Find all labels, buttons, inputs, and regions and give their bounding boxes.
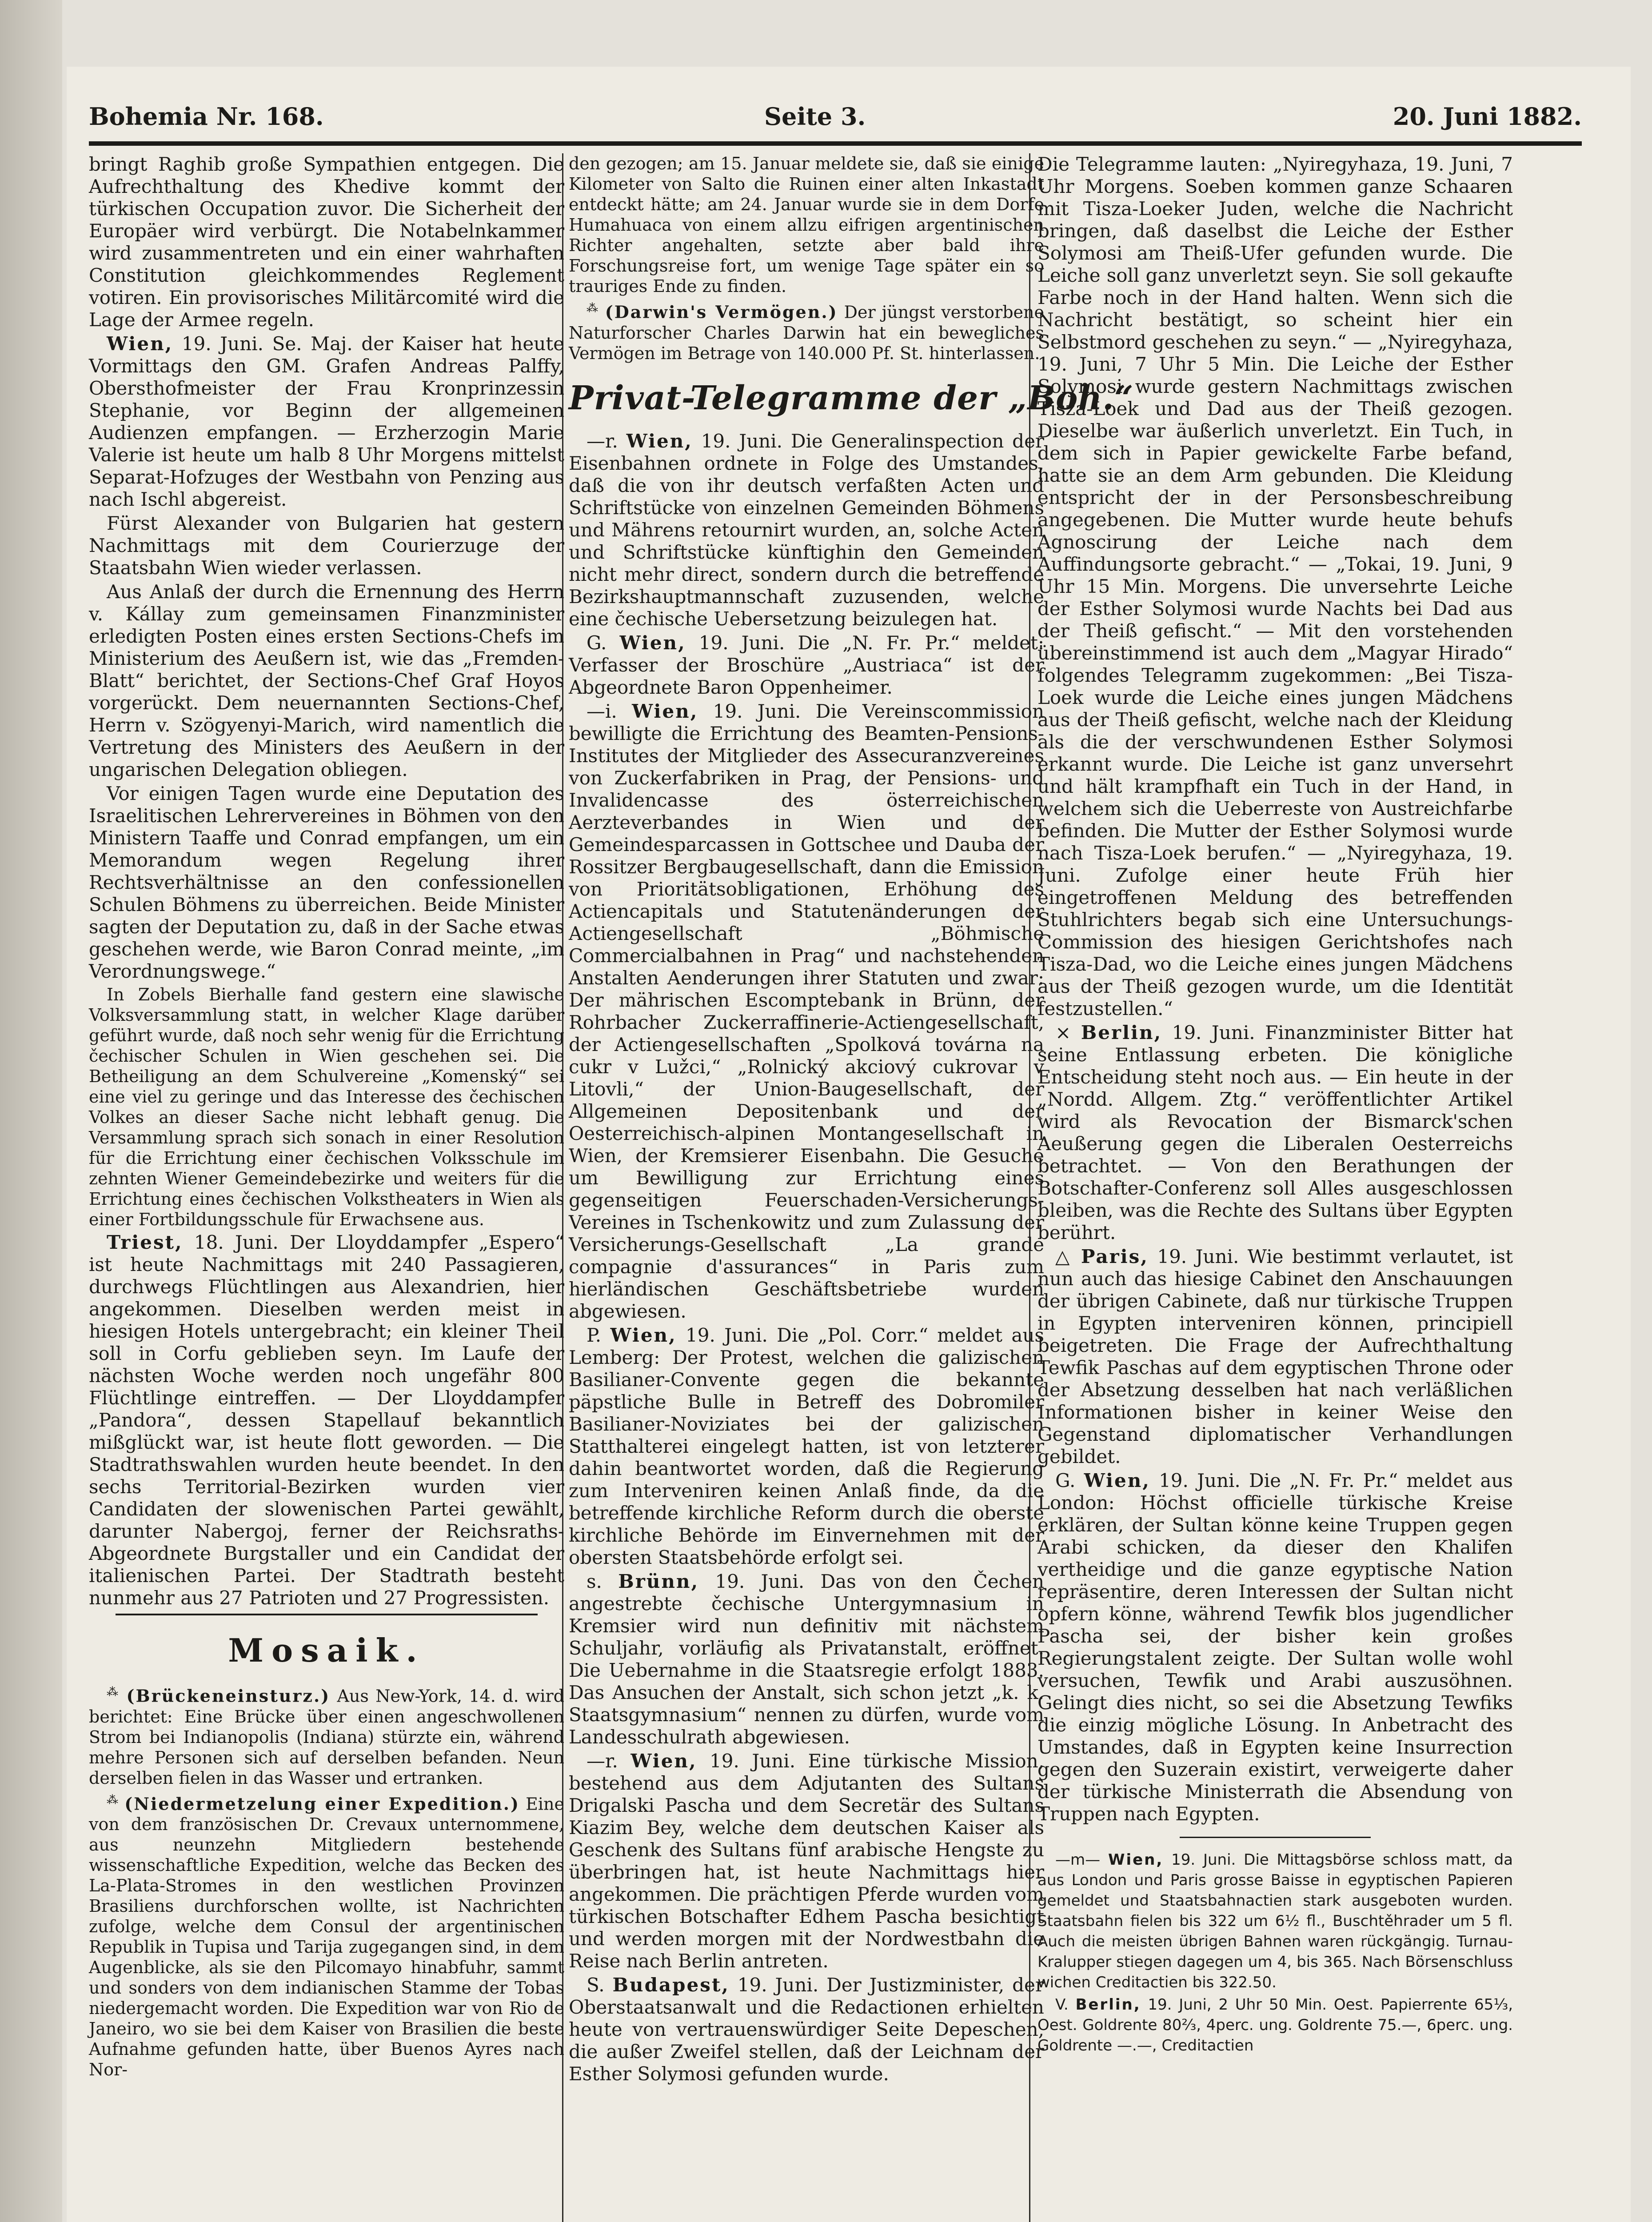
telegram <box>569 1571 1044 1748</box>
correspondent-mark: S. <box>587 1974 605 1996</box>
section-rule <box>1180 1837 1371 1838</box>
dateline-place: Budapest, <box>612 1974 730 1996</box>
asterism-icon: ⁂ <box>107 1686 120 1699</box>
column-3 <box>1037 153 1513 2222</box>
telegram <box>569 430 1044 630</box>
article-paragraph: In Zobels Bierhalle fand gestern eine slawische Volksversammlung statt, in welcher Klage darüber geführt wurde, daß noch sehr wenig für die Errichtung čechischer Schulen in Wien geschehen sei. Die Betheiligung an dem Schulvereine „Komenský“ sei eine viel zu geringe und das Interesse des čechischen Volkes an dieser Sache nicht lebhaft genug. Die Versammlung sprach sich sonach in einer Resolution für die Errichtung einer čechischen Volksschule im zehnten Wiener Gemeindebezirke und weiters für die Errichtung eines čechischen Volkstheaters in Wien als einer Fortbildungsschule für Erwachsene aus. <box>89 985 564 1229</box>
telegram-text: 19. Juni. Wie bestimmt verlautet, ist nun auch das hiesige Cabinet den Anschauungen der übrigen Cabinete, daß nur türkische Truppen in Egypten interveniren können, principiell beigetreten. Die Frage der Aufrechthaltung Tewfik Paschas auf dem egyptischen Throne oder der Absetzung desselben hat nach verläßlichen Informationen bisher in keiner Weise den Gegenstand diplomatischer Verhandlungen gebildet. <box>1037 1246 1513 1467</box>
item-text: Aus New-York, 14. d. wird berichtet: Eine Brücke über einen angeschwollenen Strom bei Indianopolis (Indiana) stürzte ein, während mehre Personen sich auf derselben befanden. Neun derselben fielen in das Wasser und ertranken. <box>89 1686 564 1788</box>
mosaik-item <box>89 1790 564 2080</box>
report-text: 19. Juni, 2 Uhr 50 Min. Oest. Papierrente 65⅓, Oest. Goldrente 80⅔, 4perc. ung. Goldrente 75.—, 6perc. ung. Goldrente —.—, Creditactien <box>1037 1996 1513 2054</box>
dateline-place: Wien, <box>1108 1851 1164 1869</box>
telegram-text: 19. Juni. Eine türkische Mission, bestehend aus dem Adjutanten des Sultans Drigalski Pascha und dem Secretär des Sultans Kiazim Bey, welche dem deutschen Kaiser als Geschenk des Sultans fünf arabische Hengste zu überbringen hat, ist heute Nachmittags hier angekommen. Die prächtigen Pferde wurden vom türkischen Botschafter Edhem Pascha besichtigt und werden morgen mit der Nordwestbahn die Reise nach Berlin antreten. <box>569 1750 1044 1972</box>
mosaik-item <box>569 298 1044 364</box>
telegram <box>1037 1022 1513 1244</box>
correspondent-mark: V. <box>1055 1996 1069 2014</box>
correspondent-mark: —i. <box>587 700 617 722</box>
telegram <box>1037 1470 1513 1825</box>
telegram <box>569 632 1044 699</box>
item-text: Der jüngst verstorbene Naturforscher Charles Darwin hat ein bewegliches Vermögen im Betrage von 140.000 Pf. St. hinterlassen. <box>569 302 1044 363</box>
telegram-continued: Die Telegramme lauten: „Nyiregyhaza, 19. Juni, 7 Uhr Morgens. Soeben kommen ganze Schaaren mit Tisza-Loeker Juden, welche die Nachricht bringen, daß daselbst die Leiche der Esther Solymosi am Theiß-Ufer gefunden wurde. Die Leiche soll ganz unverletzt seyn. Sie soll gekaufte Farbe noch in der Hand halten. Wenn sich die Nachricht bestätigt, so scheint hier ein Selbstmord geschehen zu seyn.“ — „Nyiregyhaza, 19. Juni, 7 Uhr 5 Min. Die Leiche der Esther Solymosi wurde gestern Nachmittags zwischen Tisza-Loek und Dad aus der Theiß gezogen. Dieselbe war äußerlich unverletzt. Ein Tuch, in dem sich in Papier gewickelte Farbe befand, hatte sie an dem Arm gebunden. Die Kleidung entspricht der in der Personsbeschreibung angegebenen. Die Mutter wurde heute behufs Agnoscirung der Leiche nach dem Auffindungsorte gebracht.“ — „Tokai, 19. Juni, 9 Uhr 15 Min. Morgens. Die unversehrte Leiche der Esther Solymosi wurde Nachts bei Dad aus der Theiß gefischt.“ — Mit den vorstehenden übereinstimmend ist auch dem „Magyar Hirado“ folgendes Telegramm zugekommen: „Bei Tisza-Loek wurde die Leiche eines jungen Mädchens aus der Theiß gefischt, welche nach der Kleidung als die der verschwundenen Esther Solymosi erkannt wurde. Die Leiche ist ganz unversehrt und hält krampfhaft ein Tuch in der Hand, in welchem sich die Ueberreste von Austreichfarbe befinden. Die Mutter der Esther Solymosi wurde nach Tisza-Loek berufen.“ — „Nyiregyhaza, 19. Juni. Zufolge einer heute Früh hier eingetroffenen Meldung des betreffenden Stuhlrichters begab sich eine Untersuchungs-Commission des hiesigen Gerichtshofes nach Tisza-Dad, wo die Leiche eines jungen Mädchens aus der Theiß gezogen wurde, um die Identität festzustellen.“ <box>1037 153 1513 1019</box>
article-paragraph <box>89 1231 564 1609</box>
article-paragraph: Vor einigen Tagen wurde eine Deputation des Israelitischen Lehrervereines in Böhmen von den Ministern Taaffe und Conrad empfangen, um ein Memorandum wegen Regelung ihrer Rechtsverhältnisse an den confessionellen Schulen Böhmens zu überreichen. Beide Minister sagten der Deputation zu, daß in der Sache etwas geschehen werde, wie Baron Conrad meinte, „im Verordnungswege.“ <box>89 783 564 982</box>
dateline-place: Wien, <box>619 631 686 654</box>
stock-report <box>1037 1994 1513 2056</box>
dateline-place: Paris, <box>1081 1246 1149 1267</box>
section-title-mosaik: Mosaik. <box>228 1631 425 1669</box>
telegram-text: 19. Juni. Die „N. Fr. Pr.“ meldet aus London: Höchst officielle türkische Kreise erklären, der Sultan könne keine Truppen gegen Arabi schicken, da dieser den Khalifen vertheidige und die ganze egyptische Nation repräsentire, deren Interessen der Sultan nicht opfern könne, während Tewfik blos jugendlicher Pascha sei, der bisher kein großes Regierungstalent zeigte. Der Sultan wolle wohl versuchen, Tewfik und Arabi auszusöhnen. Gelingt dies nicht, so sei die Absetzung Tewfiks die einzig mögliche Lösung. In Anbetracht des Umstandes, daß in Egypten keine Insurrection gegen den Suzerain existirt, verweigerte daher der türkische Ministerrath die Absendung von Truppen nach Egypten. <box>1037 1470 1513 1825</box>
dateline-place: Wien, <box>630 1750 697 1772</box>
correspondent-mark: P. <box>587 1324 602 1346</box>
telegram <box>569 1974 1044 2085</box>
telegram-text: 19. Juni. Der Justizminister, der Oberstaatsanwalt und die Redactionen erhielten heute von vertrauenswürdiger Seite Depeschen, die außer Zweifel stellen, daß der Leichnam der Esther Solymosi gefunden wurde. <box>569 1974 1044 2085</box>
page-number: Seite 3. <box>764 102 866 131</box>
dateline-place: Wien, <box>632 700 698 722</box>
section-title-telegrams: Privat-Telegramme der „Boh.“ <box>569 379 1134 417</box>
telegram <box>569 700 1044 1323</box>
dateline-place: Wien, <box>626 430 693 452</box>
header-rule <box>89 141 1582 146</box>
dateline-place: Wien, <box>1084 1470 1150 1491</box>
telegram-text: 19. Juni. Die „Pol. Corr.“ meldet aus Lemberg: Der Protest, welchen die galizischen Basilianer-Convente gegen die bekannte päpstliche Bulle in Betreff des Dobromiler Basilianer-Noviziates bei der galizischen Statthalterei eingelegt hatten, ist von letzterer dahin beantwortet worden, daß die Regierung zum Interveniren keinen Anlaß finde, da die betreffende kirchliche Reform durch die oberste kirchliche Behörde im Einvernehmen mit der obersten Staatsbehörde erfolgt sei. <box>569 1324 1044 1568</box>
asterism-icon: ⁂ <box>107 1793 119 1807</box>
correspondent-mark: —m— <box>1055 1851 1101 1869</box>
article-paragraph <box>89 333 564 511</box>
column-2 <box>569 153 1134 2222</box>
article-paragraph: Fürst Alexander von Bulgarien hat gestern Nachmittags mit dem Courierzuge der Staatsbahn Wien wieder verlassen. <box>89 512 564 579</box>
dateline-place: Berlin, <box>1075 1996 1141 2014</box>
item-heading: (Brückeneinsturz.) <box>126 1686 331 1706</box>
telegram-text: 19. Juni. Das von den Čechen angestrebte čechische Untergymnasium in Kremsier wird nun definitiv mit nächstem Schuljahr, vorläufig als Privatanstalt, eröffnet. Die Uebernahme in die Staatsregie erfolgt 1883. Das Ansuchen der Anstalt, sich schon jetzt „k. k. Staatsgymnasium“ nennen zu dürfen, wurde vom Landesschulrath abgewiesen. <box>569 1570 1044 1748</box>
dateline-place: Triest, <box>107 1231 183 1253</box>
correspondent-mark: G. <box>587 631 607 654</box>
dateline-place: Wien, <box>610 1324 677 1346</box>
item-heading: (Niedermetzelung einer Expedition.) <box>124 1794 520 1814</box>
stock-report <box>1037 1850 1513 1993</box>
correspondent-mark: × <box>1055 1022 1071 1043</box>
telegram-text: 19. Juni. Die Generalinspection der Eisenbahnen ordnete in Folge des Umstandes, daß die von ihr deutsch verfaßten Acten und Schriftstücke von einzelnen Gemeinden Böhmens und Mährens retournirt wurden, an, solche Acten und Schriftstücke künftighin den Gemeinden nicht mehr direct, sondern durch die betreffende Bezirkshauptmannschaft zuzusenden, welche eine čechische Uebersetzung beizulegen hat. <box>569 430 1045 630</box>
dateline-place: Brünn, <box>618 1570 699 1592</box>
correspondent-mark: △ <box>1055 1246 1073 1267</box>
item-text: Eine von dem französischen Dr. Crevaux unternommene, aus neunzehn Mitgliedern bestehende wissenschaftliche Expedition, welche das Becken des La-Plata-Stromes in den westlichen Provinzen Brasiliens durchforschen wollte, ist Nachrichten zufolge, welche dem Consul der argentinischen Republik in Tupisa und Tarija zugegangen sind, in dem Augenblicke, als sie den Pilcomayo hinabfuhr, sammt und sonders von dem indianischen Stamme der Tobas niedergemacht worden. Die Expedition war von Rio de Janeiro, wo sie bei dem Kaiser von Brasilien die beste Aufnahme gefunden hatte, über Buenos Ayres nach Nor- <box>89 1794 564 2080</box>
article-paragraph: bringt Raghib große Sympathien entgegen. Die Aufrechthaltung des Khedive kommt der türkischen Occupation zuvor. Die Sicherheit der Europäer wird verbürgt. Die Notabelnkammer wird zusammentreten und ein einer wahrhaften Constitution gleichkommendes Reglement votiren. Ein provisorisches Militärcomité wird die Lage der Armee regeln. <box>89 153 564 331</box>
correspondent-mark: G. <box>1055 1470 1076 1491</box>
telegram-text: 19. Juni. Finanzminister Bitter hat seine Entlassung erbeten. Die königliche Entscheidung steht noch aus. — Ein heute in der „Nordd. Allgem. Ztg.“ veröffentlichter Artikel wird als Revocation der Bismarck'schen Aeußerung gegen die Liberalen Oesterreichs betrachtet. — Von den Berathungen der Botschafter-Conferenz soll Alles ausgeschlossen bleiben, was die Rechte des Sultans über Egypten berührt. <box>1037 1022 1513 1243</box>
telegram-text: 19. Juni. Die „N. Fr. Pr.“ meldet: Verfasser der Broschüre „Austriaca“ ist der Abgeordnete Baron Oppenheimer. <box>569 631 1044 698</box>
correspondent-mark: s. <box>587 1570 602 1592</box>
article-paragraph: Aus Anlaß der durch die Ernennung des Herrn v. Kállay zum gemeinsamen Finanzminister erledigten Posten eines ersten Sections-Chefs im Ministerium des Aeußern ist, wie das „Fremden-Blatt“ berichtet, der Sections-Chef Graf Hoyos vorgerückt. Dem neuernannten Sections-Chef, Herrn v. Szögyenyi-Marich, wird namentlich die Vertretung des Ministers des Aeußern in der ungarischen Delegation obliegen. <box>89 581 564 780</box>
telegram <box>569 1750 1044 1972</box>
article-text: 19. Juni. Se. Maj. der Kaiser hat heute Vormittags den GM. Grafen Andreas Palffy, Obersthofmeister der Frau Kronprinzessin Stephanie, vor Beginn der allgemeinen Audienzen empfangen. — Erzherzogin Marie Valerie ist heute um halb 8 Uhr Morgens mittelst Separat-Hofzuges der Westbahn von Penzing aus nach Ischl abgereist. <box>89 333 564 510</box>
mosaik-continued: den gezogen; am 15. Januar meldete sie, daß sie einige Kilometer von Salto die Ruinen einer alten Inkastadt entdeckt hätte; am 24. Januar wurde sie in dem Dorfe Humahuaca von einem allzu eifrigen argentinischen Richter angehalten, setzte aber bald ihre Forschungsreise fort, um wenige Tage später ein so trauriges Ende zu finden. <box>569 154 1044 296</box>
item-heading: (Darwin's Vermögen.) <box>605 302 838 322</box>
telegram <box>569 1324 1044 1569</box>
mosaik-item <box>89 1682 564 1788</box>
scan-edge <box>0 0 62 2222</box>
telegram <box>1037 1246 1513 1468</box>
dateline-place: Berlin, <box>1081 1022 1162 1043</box>
asterism-icon: ⁂ <box>587 302 599 315</box>
dateline-place: Wien, <box>107 333 173 355</box>
issue-label: Bohemia Nr. 168. <box>89 102 324 131</box>
article-text: 18. Juni. Der Lloyddampfer „Espero“ ist heute Nachmittags mit 240 Passagieren, durchwegs Flüchtlingen aus Alexandrien, hier angekommen. Dieselben werden meist in hiesigen Hotels untergebracht; ein kleiner Theil soll in Corfu geblieben seyn. Im Laufe der nächsten Woche werden noch ungefähr 800 Flüchtlinge eintreffen. — Der Lloyddampfer „Pandora“, dessen Stapellauf bekanntlich mißglückt war, ist heute flott geworden. — Die Stadtrathswahlen wurden heute beendet. In den sechs Territorial-Bezirken wurden vier Candidaten der slowenischen Partei gewählt, darunter Nabergoj, ferner der Reichsraths-Abgeordnete Burgstaller und ein Candidat der italienischen Partei. Der Stadtrath besteht nunmehr aus 27 Patrioten und 27 Progressisten. <box>89 1231 564 1609</box>
column-1 <box>89 153 564 2222</box>
correspondent-mark: —r. <box>587 1750 618 1772</box>
telegram-text: 19. Juni. Die Vereinscommission bewilligte die Errichtung des Beamten-Pensions-Institutes der Mitglieder des Assecuranzvereines von Zuckerfabriken in Prag, der Pensions- und Invalidencasse des österreichischen Aerzteverbandes in Wien und der Gemeindesparcassen in Gottschee und Dauba der Rossitzer Bergbaugesellschaft, dann die Emission von Prioritätsobligationen, Erhöhung des Actiencapitals und Statutenänderungen der Actiengesellschaft „Böhmische Commercialbahnen in Prag“ und nachstehenden Anstalten Aenderungen ihrer Statuten und zwar: Der mährischen Escomptebank in Brünn, der Rohrbacher Zuckerraffinerie-Actiengesellschaft, der Actiengesellschaften „Spolková továrna na cukr v Lužci,“ „Rolnický akciový cukrovar v Litovli,“ der Union-Baugesellschaft, der Allgemeinen Depositenbank und der Oesterreichisch-alpinen Montangesellschaft in Wien, der Kremsierer Eisenbahn. Die Gesuche um Bewilligung zur Errichtung eines gegenseitigen Feuerschaden-Versicherungs-Vereines in Tschenkowitz und zum Zulassung der Versicherungs-Gesellschaft „La grande compagnie d'assurances“ in Paris zum hierländischen Geschäftsbetriebe wurden abgewiesen. <box>569 700 1044 1322</box>
page-header <box>89 93 1582 138</box>
correspondent-mark: —r. <box>587 430 618 452</box>
issue-date: 20. Juni 1882. <box>1393 102 1582 131</box>
report-text: 19. Juni. Die Mittagsbörse schloss matt, da aus London und Paris grosse Baisse in egyptischen Papieren gemeldet und Staatsbahnactien stark ausgeboten wurden. Staatsbahn fielen bis 322 um 6½ fl., Buschtěhrader um 5 fl. Auch die meisten übrigen Bahnen waren rückgängig. Turnau-Kralupper stiegen dagegen um 4, bis 365. Nach Börsenschluss wichen Creditactien bis 322.50. <box>1037 1851 1513 1991</box>
section-rule <box>116 1614 538 1615</box>
